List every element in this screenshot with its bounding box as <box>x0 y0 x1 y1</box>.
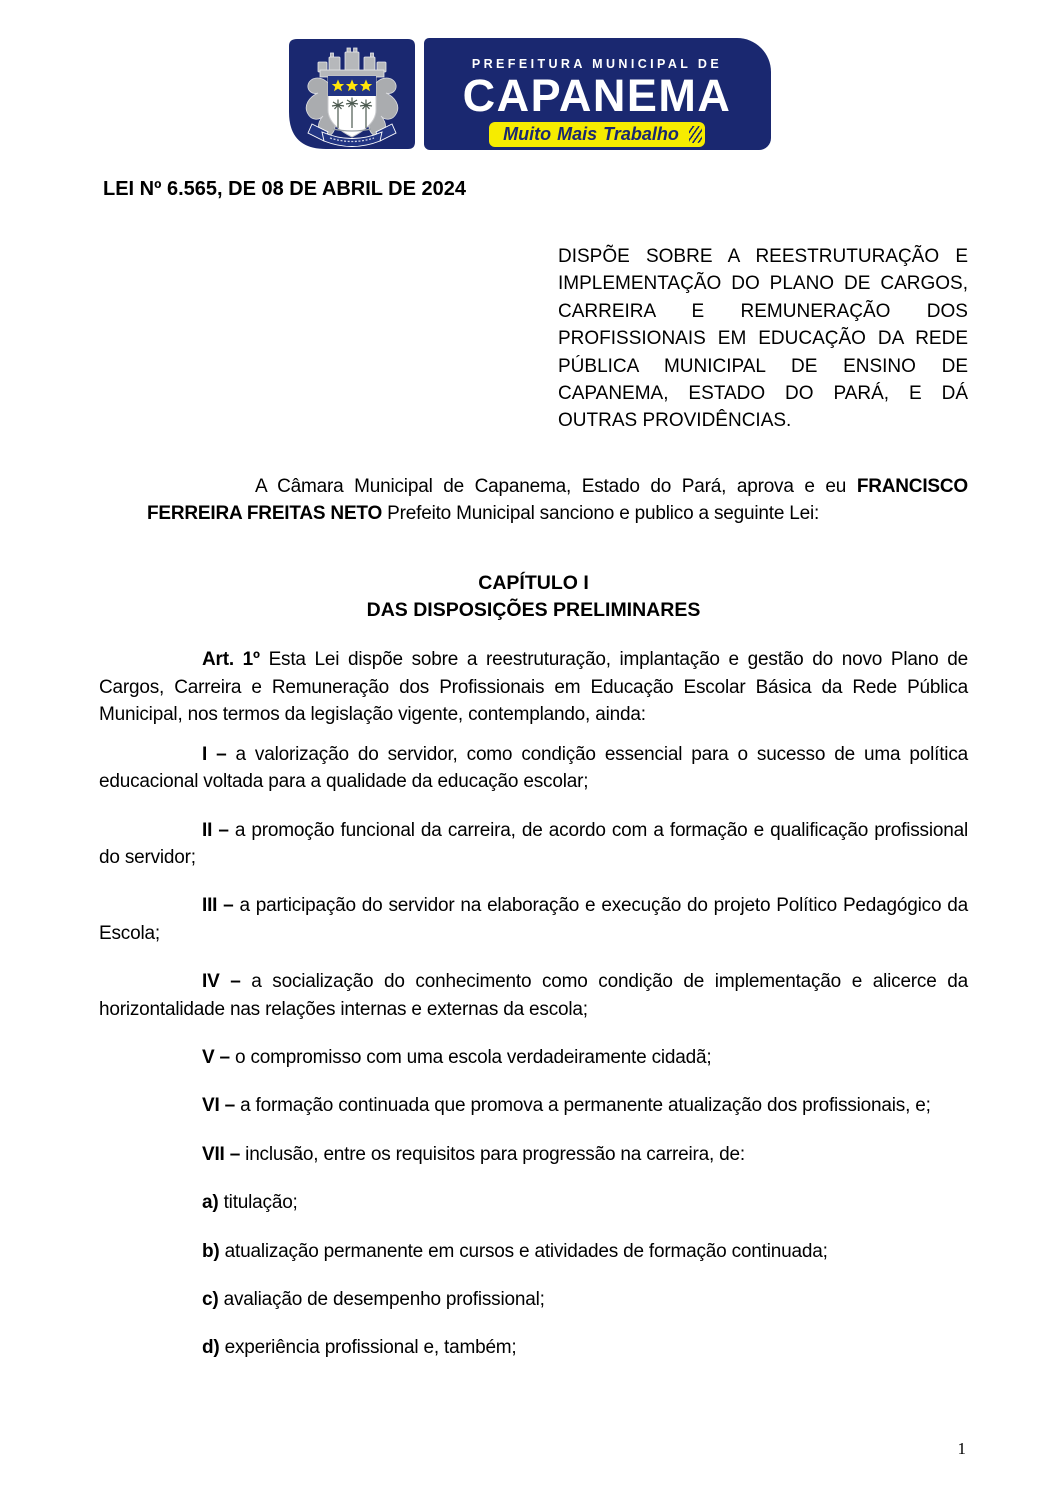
law-item <box>99 1044 968 1071</box>
item-text: a socialização do conhecimento como condição de implementação e alicerce da horizontalidade nas relações internas e externas da escola; <box>99 971 968 1020</box>
law-item <box>99 892 968 947</box>
article-label: Art. 1º <box>202 649 260 671</box>
law-subitem <box>99 1238 968 1265</box>
chapter-number: CAPÍTULO I <box>478 571 589 594</box>
item-label: VI – <box>202 1095 235 1117</box>
item-text: a promoção funcional da carreira, de acordo com a formação e qualificação profissional do servidor; <box>99 819 968 868</box>
law-item <box>99 968 968 1023</box>
preamble-text: Prefeito Municipal sanciono e publico a seguinte Lei: <box>387 503 820 525</box>
mayor-name: FRANCISCO FERREIRA FREITAS NETO <box>147 475 968 525</box>
tagline-word: Muito <box>503 124 552 144</box>
article-1 <box>99 646 968 728</box>
banner-tagline <box>489 122 705 147</box>
law-subitem <box>99 1334 968 1361</box>
article-text: Esta Lei dispõe sobre a reestruturação, implantação e gestão do novo Plano de Cargos, Carreira e Remuneração dos Profissionais em Educação Escolar Básica da Rede Pública Municipal, nos termos da legislação vigente, contemplando, ainda: <box>99 649 968 726</box>
item-text: a participação do servidor na elaboração e execução do projeto Político Pedagógico da Escola; <box>99 895 968 944</box>
law-item <box>99 817 968 872</box>
law-title: LEI Nº 6.565, DE 08 DE ABRIL DE 2024 <box>103 178 467 200</box>
law-subitem <box>99 1286 968 1313</box>
subitem-label: b) <box>202 1240 220 1262</box>
law-item <box>99 741 968 796</box>
law-preamble <box>147 473 968 528</box>
banner-institution-label: PREFEITURA MUNICIPAL DE <box>471 57 723 71</box>
item-text: inclusão, entre os requisitos para progressão na carreira, de: <box>245 1143 745 1165</box>
item-label: VII – <box>202 1143 241 1165</box>
subitem-text: avaliação de desempenho profissional; <box>223 1288 545 1310</box>
banner-city-name: CAPANEMA <box>462 70 732 121</box>
item-text: a formação continuada que promova a permanente atualização dos profissionais, e; <box>240 1095 931 1117</box>
chapter-title: DAS DISPOSIÇÕES PRELIMINARES <box>366 599 701 622</box>
item-label: V – <box>202 1046 230 1068</box>
subitem-text: titulação; <box>223 1192 298 1214</box>
palm-trees-icon <box>332 98 372 132</box>
city-crest-icon <box>288 38 416 150</box>
item-label: I – <box>202 743 227 765</box>
item-text: a valorização do servidor, como condição essencial para o sucesso de uma política educacional voltada para a qualidade da educação escolar; <box>99 743 968 793</box>
law-item <box>99 1141 968 1168</box>
law-text-body <box>99 178 968 1362</box>
item-text: o compromisso com uma escola verdadeiramente cidadã; <box>235 1046 712 1068</box>
subitem-label: a) <box>202 1192 219 1214</box>
tagline-word: Mais <box>557 124 598 144</box>
item-label: III – <box>202 895 234 917</box>
item-label: II – <box>202 819 229 841</box>
subitem-label: c) <box>202 1288 219 1310</box>
page-number: 1 <box>957 1439 966 1458</box>
law-item <box>99 1092 968 1119</box>
subitem-text: atualização permanente em cursos e atividades de formação continuada; <box>224 1240 828 1262</box>
subitem-label: d) <box>202 1337 220 1359</box>
preamble-text: A Câmara Municipal de Capanema, Estado do Pará, aprova e eu <box>255 475 847 497</box>
prefecture-logo <box>0 0 1058 150</box>
law-summary: DISPÕE SOBRE A REESTRUTURAÇÃO E IMPLEMENTAÇÃO DO PLANO DE CARGOS, CARREIRA E REMUNERAÇÃO DOS PROFISSIONAIS EM EDUCAÇÃO DA REDE PÚBLICA MUNICIPAL DE ENSINO DE CAPANEMA, ESTADO DO PARÁ, E DÁ OUTRAS PROVIDÊNCIAS. <box>558 246 968 432</box>
diagonal-hatch-decoration <box>689 126 702 143</box>
law-subitem <box>99 1189 968 1216</box>
subitem-text: experiência profissional e, também; <box>224 1337 517 1359</box>
banner-panel <box>424 38 771 150</box>
chapter-heading <box>99 570 968 625</box>
item-label: IV – <box>202 971 241 993</box>
tagline-word: Trabalho <box>603 124 679 144</box>
